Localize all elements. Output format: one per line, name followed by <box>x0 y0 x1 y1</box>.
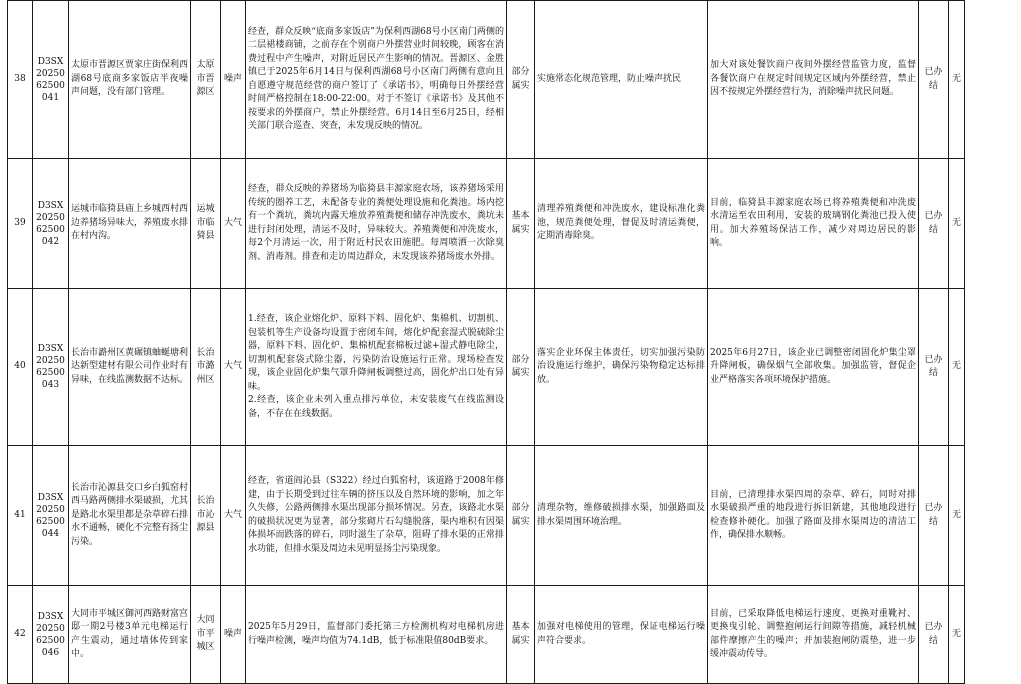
row-number: 39 <box>8 159 33 289</box>
remediation-measure: 清理养殖粪便和冲洗废水，建设标准化粪池，规范粪便处理，督促及时清运粪便，定期消毒除臭。 <box>535 159 708 289</box>
case-code: D3SX2025062500041 <box>33 1 69 159</box>
case-status: 已办结 <box>919 289 949 446</box>
complaint-issue: 长治市沁源县交口乡白狐窑村西马路两侧排水渠破损，尤其是路北水渠里都是杂草碎石排水不通畅，硬化不完整有扬尘污染。 <box>69 446 191 586</box>
verification-verdict: 部分属实 <box>507 1 535 159</box>
accountability-remark: 无 <box>949 446 965 586</box>
investigation-finding: 2025年5月29日，监督部门委托第三方检测机构对电梯机房进行噪声检测，噪声均值为74.1dB，低于标准限值80dB要求。 <box>246 586 507 684</box>
case-code: D3SX2025062500042 <box>33 159 69 289</box>
table-row <box>8 446 965 586</box>
remediation-result: 加大对该处餐饮商户夜间外摆经营监管力度，监督各餐饮商户在规定时间规定区域内外摆经营，禁止因不按规定外摆经营行为，消除噪声扰民问题。 <box>708 1 919 159</box>
investigation-finding: 1.经查，该企业熔化炉、原料下料、固化炉、集棉机、切割机、包装机等生产设备均设置于密闭车间，熔化炉配套湿式脱硫除尘器，原料下料、固化炉、集棉机配套棉板过滤+湿式静电除尘，切割机配套袋式除尘器，污染防治设施运行正常。现场检查发现，该企业固化炉集气罩升降闸板调整过高，固化炉出口处有异味。 2.经查，该企业未列入重点排污单位，未安装废气在线监测设备，不存在在线数据。 <box>246 289 507 446</box>
remediation-measure: 清理杂物，维修破损排水渠，加强路面及排水渠周围环境治理。 <box>535 446 708 586</box>
pollution-type: 大气 <box>221 159 246 289</box>
administrative-area: 运城市临猗县 <box>191 159 221 289</box>
remediation-result: 2025年6月27日，该企业已调整密闭固化炉集尘罩升降闸板，确保烟气全部收集。加强监管，督促企业严格落实各项环境保护措施。 <box>708 289 919 446</box>
accountability-remark: 无 <box>949 289 965 446</box>
complaint-issue: 太原市晋源区贾家庄街保利西湖68号底商多家饭店半夜噪声问题，没有部门管理。 <box>69 1 191 159</box>
complaint-issue: 运城市临猗县庙上乡城西村西边养猪场异味大，养殖废水排在村内沟。 <box>69 159 191 289</box>
pollution-type: 噪声 <box>221 586 246 684</box>
pollution-type: 大气 <box>221 446 246 586</box>
administrative-area: 大同市平城区 <box>191 586 221 684</box>
case-code: D3SX2025062500043 <box>33 289 69 446</box>
complaint-table <box>7 0 965 684</box>
table-row <box>8 586 965 684</box>
row-number: 40 <box>8 289 33 446</box>
case-code: D3SX2025062500044 <box>33 446 69 586</box>
remediation-result: 目前，已清理排水渠四周的杂草、碎石，同时对排水渠破损严重的地段进行拆旧新建，其他地段进行检查修补硬化。加强了路面及排水渠周边的清洁工作，确保排水顺畅。 <box>708 446 919 586</box>
row-number: 38 <box>8 1 33 159</box>
verification-verdict: 基本属实 <box>507 586 535 684</box>
case-status: 已办结 <box>919 159 949 289</box>
table-row <box>8 1 965 159</box>
case-status: 已办结 <box>919 586 949 684</box>
remediation-result: 目前，临猗县丰源家庭农场已将养殖粪便和冲洗废水清运至农田利用，安装的玻璃钢化粪池已投入使用。加大养殖场保洁工作，减少对周边居民的影响。 <box>708 159 919 289</box>
accountability-remark: 无 <box>949 159 965 289</box>
table-body <box>8 1 965 684</box>
verification-verdict: 部分属实 <box>507 289 535 446</box>
case-code: D3SX2025062500046 <box>33 586 69 684</box>
case-status: 已办结 <box>919 1 949 159</box>
table-row <box>8 159 965 289</box>
investigation-finding: 经查，群众反映的养猪场为临猗县丰源家庭农场，该养猪场采用传统的圈养工艺，未配备专业的粪便处理设施和化粪池。场内挖有一个粪坑，粪坑内露天堆放养殖粪便和储存冲洗废水，粪坑未进行封闭处理，清运不及时，异味较大。养殖粪便和冲洗废水，每2个月清运一次，用于附近村民农田施肥。每周喷洒一次除臭剂、消毒剂。排查和走访周边群众，未发现该养猪场废水外排。 <box>246 159 507 289</box>
verification-verdict: 部分属实 <box>507 446 535 586</box>
accountability-remark: 无 <box>949 1 965 159</box>
remediation-measure: 实施常态化规范管理，防止噪声扰民 <box>535 1 708 159</box>
administrative-area: 长治市沁源县 <box>191 446 221 586</box>
remediation-measure: 落实企业环保主体责任，切实加强污染防治设施运行维护，确保污染物稳定达标排放。 <box>535 289 708 446</box>
complaint-issue: 长治市潞州区黄碾镇蚰蜒塘利达新型建材有限公司作业时有异味，在线监测数据不达标。 <box>69 289 191 446</box>
investigation-finding: 经查，群众反映“底商多家饭店”为保利西湖68号小区南门两侧的二层裙楼商铺，之前存在个别商户外摆营业时间较晚，顾客在消费过程中产生噪声，对附近居民产生影响的情况。晋源区、金胜镇已于2025年6月14日与保利西湖68号小区南门两侧有意向且自愿遵守规范经营的商户签订了《承诺书》，明确每日外摆经营时间严格控制在18:00-22:00。对于不签订《承诺书》及其他不按要求的外摆商户，禁止外摆经营。6月14日至6月25日，经相关部门联合巡查、突查，未发现反映的情况。 <box>246 1 507 159</box>
verification-verdict: 基本属实 <box>507 159 535 289</box>
investigation-finding: 经查，省道阎沁县（S322）经过白狐窑村，该道路于2008年修建，由于长期受到过往车辆的挤压以及自然环境的影响，加之年久失修，公路两侧排水渠出现部分损坏情况。另查，该路北水渠的破损状况更为显著，部分浆砌片石勾缝脱落，渠内堆积有因渠体损坏而跌落的碎石，同时滋生了杂草，阻碍了排水渠的正常排水功能，但排水渠及周边未见明显扬尘污染现象。 <box>246 446 507 586</box>
remediation-measure: 加强对电梯使用的管理，保证电梯运行噪声符合要求。 <box>535 586 708 684</box>
administrative-area: 太原市晋源区 <box>191 1 221 159</box>
table-row <box>8 289 965 446</box>
administrative-area: 长治市潞州区 <box>191 289 221 446</box>
row-number: 41 <box>8 446 33 586</box>
pollution-type: 噪声 <box>221 1 246 159</box>
accountability-remark: 无 <box>949 586 965 684</box>
remediation-result: 目前，已采取降低电梯运行速度、更换对重靴衬、更换曳引轮、调整抱闸运行间隙等措施，减轻机械部件摩擦产生的噪声；并加装抱闸防震垫，进一步缓冲震动传导。 <box>708 586 919 684</box>
pollution-type: 大气 <box>221 289 246 446</box>
complaint-issue: 大同市平城区御河西路财富宫邸一期2号楼3单元电梯运行产生震动，通过墙体传到家中。 <box>69 586 191 684</box>
row-number: 42 <box>8 586 33 684</box>
case-status: 已办结 <box>919 446 949 586</box>
